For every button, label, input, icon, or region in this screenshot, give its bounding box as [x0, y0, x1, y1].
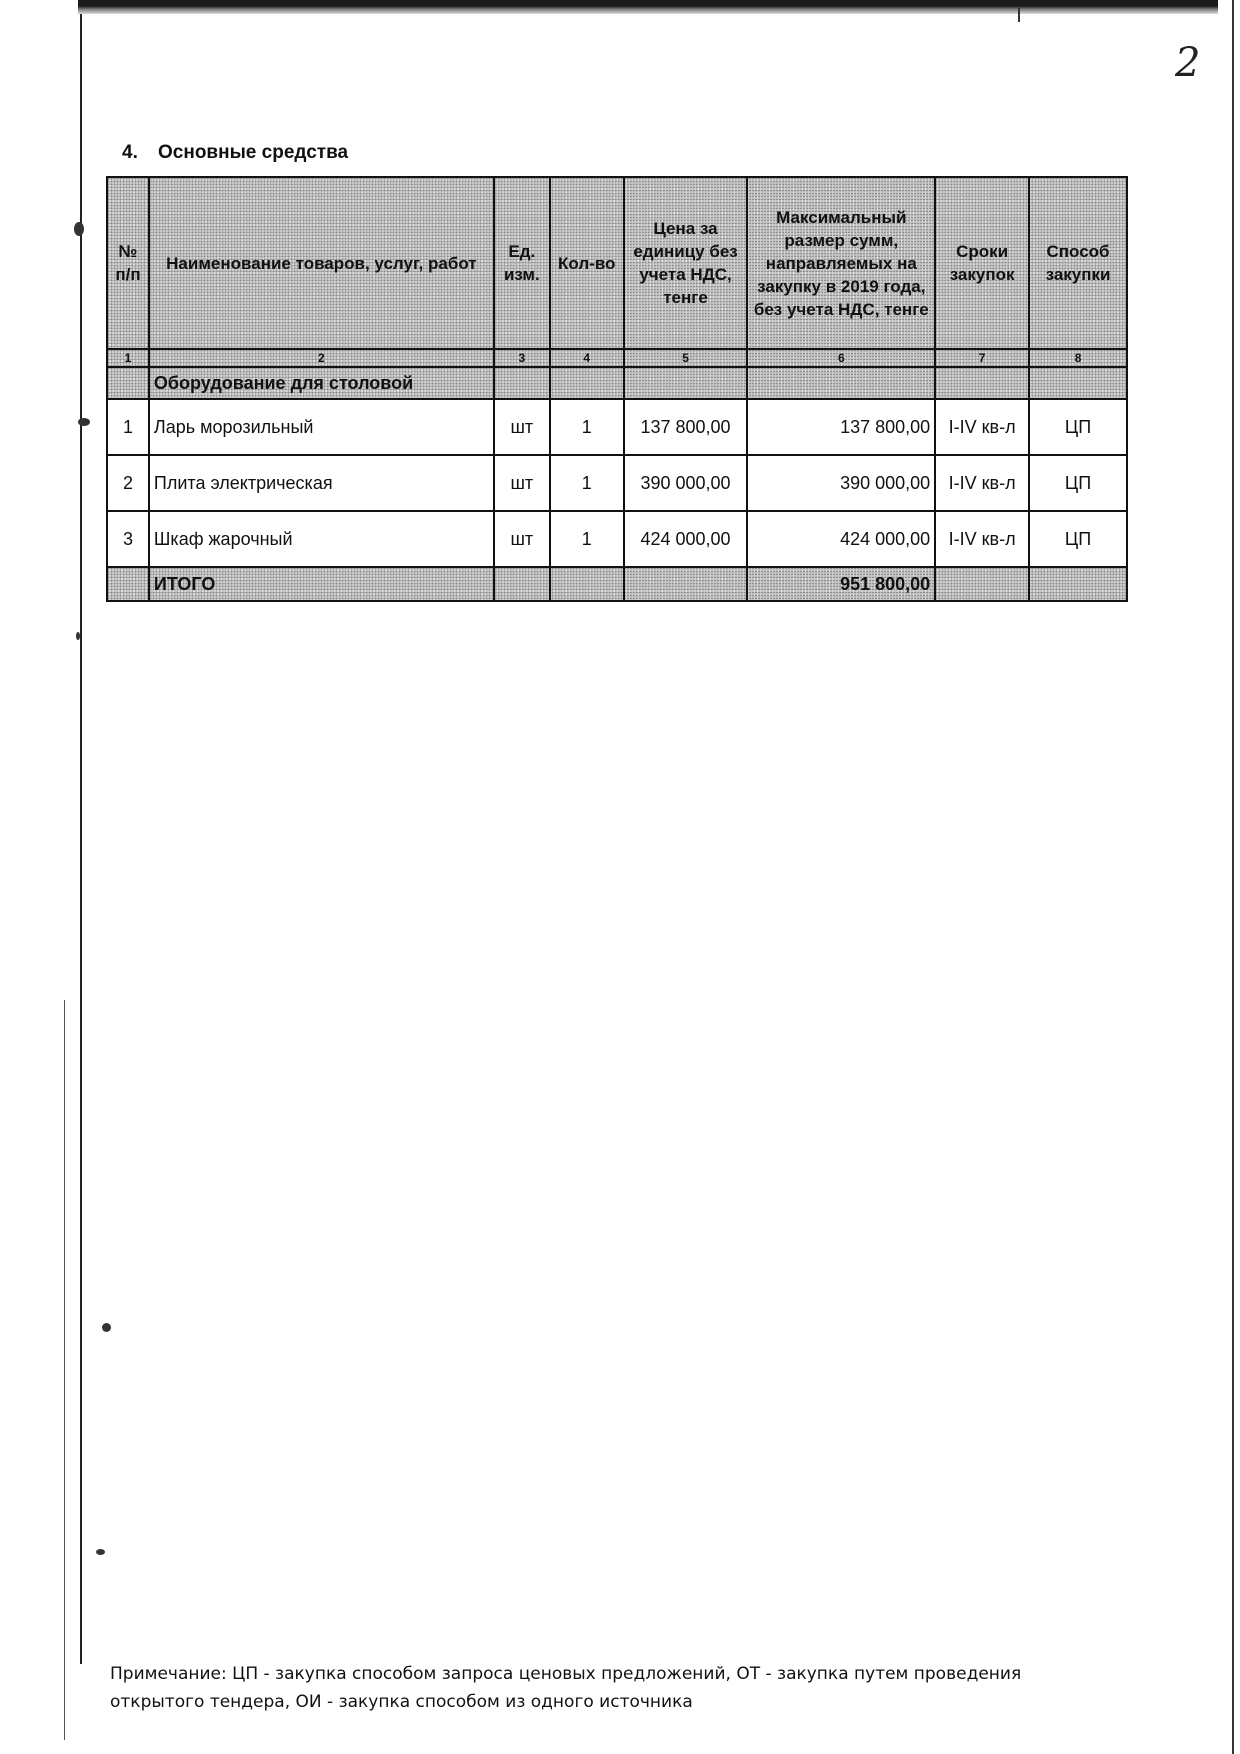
section-number: 4.	[122, 142, 138, 163]
group-row	[107, 367, 1127, 399]
scan-edge-left-lower	[64, 1000, 65, 1740]
row-max-sum: 137 800,00	[747, 399, 935, 455]
header-number: № п/п	[107, 177, 149, 349]
column-number-row	[107, 349, 1127, 367]
row-number: 2	[107, 455, 149, 511]
table-row	[107, 455, 1127, 511]
row-period: I-IV кв-л	[935, 399, 1029, 455]
row-period: I-IV кв-л	[935, 511, 1029, 567]
column-number: 2	[149, 349, 494, 367]
row-unit: шт	[494, 399, 550, 455]
column-number: 4	[550, 349, 624, 367]
row-name: Шкаф жарочный	[149, 511, 494, 567]
table-row	[107, 511, 1127, 567]
row-price: 390 000,00	[624, 455, 748, 511]
procurement-table	[106, 176, 1128, 602]
scan-speck	[102, 1323, 111, 1332]
scan-speck	[78, 418, 90, 426]
row-qty: 1	[550, 455, 624, 511]
header-period: Сроки закупок	[935, 177, 1029, 349]
footnote-line: Примечание: ЦП - закупка способом запроса ценовых предложений, ОТ - закупка путем проведения	[110, 1664, 1022, 1684]
row-number: 1	[107, 399, 149, 455]
row-qty: 1	[550, 399, 624, 455]
column-number: 1	[107, 349, 149, 367]
column-number: 5	[624, 349, 748, 367]
row-method: ЦП	[1029, 399, 1127, 455]
header-method: Способ закупки	[1029, 177, 1127, 349]
row-max-sum: 390 000,00	[747, 455, 935, 511]
row-price: 137 800,00	[624, 399, 748, 455]
row-max-sum: 424 000,00	[747, 511, 935, 567]
row-period: I-IV кв-л	[935, 455, 1029, 511]
row-method: ЦП	[1029, 455, 1127, 511]
total-value: 951 800,00	[747, 567, 935, 601]
scan-edge-left	[80, 14, 82, 1664]
row-qty: 1	[550, 511, 624, 567]
header-qty: Кол-во	[550, 177, 624, 349]
column-number: 8	[1029, 349, 1127, 367]
group-label: Оборудование для столовой	[149, 367, 494, 399]
column-number: 3	[494, 349, 550, 367]
scan-speck	[76, 632, 80, 640]
scan-edge-top	[78, 0, 1218, 14]
scan-speck	[74, 222, 84, 236]
column-number: 7	[935, 349, 1029, 367]
row-number: 3	[107, 511, 149, 567]
row-name: Ларь морозильный	[149, 399, 494, 455]
row-name: Плита электрическая	[149, 455, 494, 511]
column-number: 6	[747, 349, 935, 367]
footnote	[110, 1660, 1110, 1716]
row-method: ЦП	[1029, 511, 1127, 567]
scan-edge-right	[1232, 0, 1234, 1754]
row-unit: шт	[494, 511, 550, 567]
header-max-sum: Максимальный размер сумм, направляемых на закупку в 2019 года, без учета НДС, тенге	[747, 177, 935, 349]
header-unit: Ед. изм.	[494, 177, 550, 349]
section-title	[122, 142, 348, 164]
header-price: Цена за единицу без учета НДС, тенге	[624, 177, 748, 349]
table-row	[107, 399, 1127, 455]
scan-speck	[96, 1549, 105, 1555]
total-row	[107, 567, 1127, 601]
header-name: Наименование товаров, услуг, работ	[149, 177, 494, 349]
row-price: 424 000,00	[624, 511, 748, 567]
total-label: ИТОГО	[149, 567, 494, 601]
table-header-row	[107, 177, 1127, 349]
row-unit: шт	[494, 455, 550, 511]
scan-mark	[1018, 8, 1020, 22]
section-title-text: Основные средства	[158, 142, 349, 163]
footnote-line: открытого тендера, ОИ - закупка способом из одного источника	[110, 1692, 693, 1712]
page-number: 2	[1175, 40, 1201, 86]
